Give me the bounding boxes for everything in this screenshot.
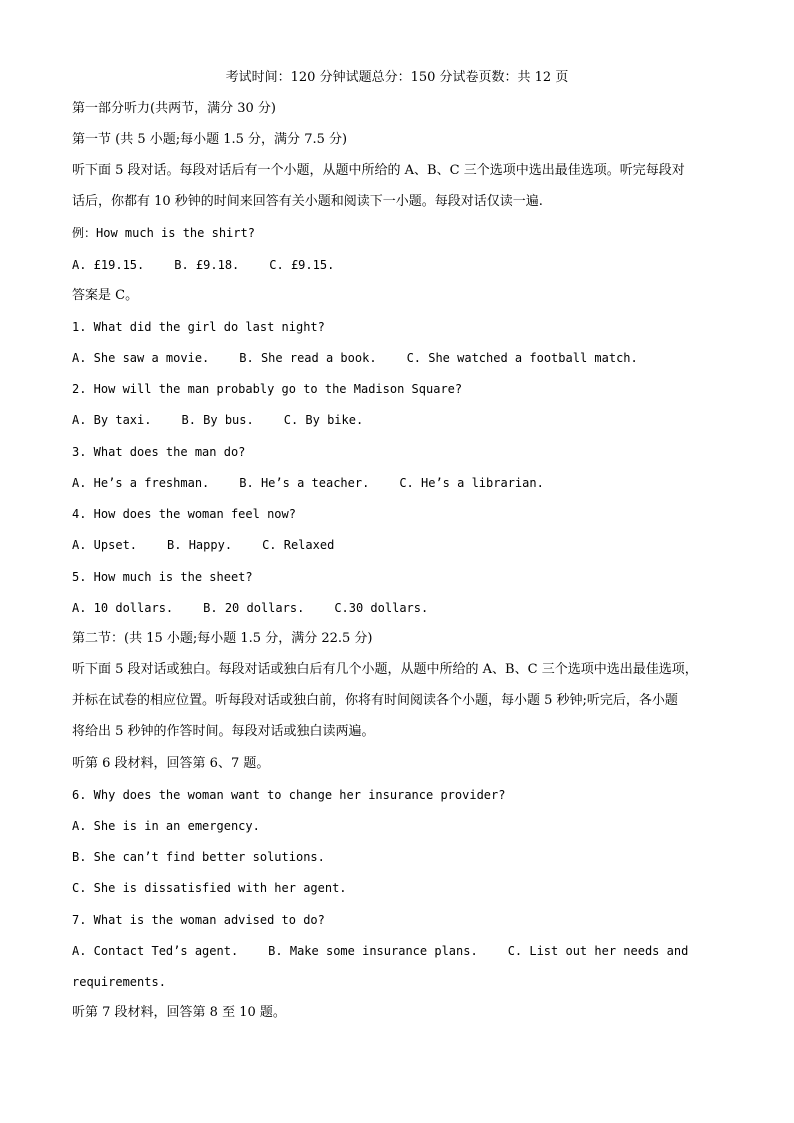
question-5-option-c: C.30 dollars. — [334, 601, 429, 615]
example-options — [72, 255, 334, 275]
question-2-option-a: A. By taxi. — [72, 413, 152, 427]
exam-info-header: 考试时间：120 分钟试题总分：150 分试卷页数：共 12 页 — [225, 70, 569, 85]
question-1-option-a: A. She saw a movie. — [72, 351, 210, 365]
question-1: 1. What did the girl do last night? — [72, 320, 325, 334]
question-2-option-c: C. By bike. — [283, 413, 364, 427]
example-option-b: B. £9.18. — [174, 258, 240, 272]
example-option-a: A. £19.15. — [72, 258, 145, 272]
question-4-options — [72, 535, 334, 555]
section2-instructions-line1: 听下面 5 段对话或独白。每段对话或独白后有几个小题，从题中所给的 A、B、C 三个选项中选出最佳选项， — [72, 662, 698, 677]
question-3: 3. What does the man do? — [72, 445, 246, 459]
question-1-option-b: B. She read a book. — [239, 351, 377, 365]
question-2-options — [72, 410, 363, 430]
example-option-c: C. £9.15. — [269, 258, 335, 272]
question-5-option-b: B. 20 dollars. — [203, 601, 305, 615]
question-2: 2. How will the man probably go to the Madison Square? — [72, 382, 463, 396]
question-5-options — [72, 598, 428, 618]
section2-instructions-line3: 将给出 5 秒钟的作答时间。每段对话或独白读两遍。 — [72, 724, 375, 739]
question-5-option-a: A. 10 dollars. — [72, 601, 174, 615]
section1-instructions-line1: 听下面 5 段对话。每段对话后有一个小题，从题中所给的 A、B、C 三个选项中选出最佳选项。听完每段对 — [72, 163, 685, 178]
question-1-option-c: C. She watched a football match. — [406, 351, 638, 365]
section1-title: 第一节 (共 5 小题;每小题 1.5 分，满分 7.5 分) — [72, 132, 348, 147]
section2-title: 第二节：(共 15 小题;每小题 1.5 分，满分 22.5 分) — [72, 631, 373, 646]
question-6: 6. Why does the woman want to change her insurance provider? — [72, 788, 506, 802]
question-7-option-b: B. Make some insurance plans. — [268, 944, 478, 958]
section2-instructions-line2: 并标在试卷的相应位置。听每段对话或独白前，你将有时间阅读各个小题，每小题 5 秒钟;听完后，各小题 — [72, 693, 678, 708]
question-6-option-c: C. She is dissatisfied with her agent. — [72, 881, 347, 895]
question-3-options — [72, 473, 544, 493]
example-question: 例：How much is the shirt? — [72, 226, 255, 240]
question-3-option-c: C. He’s a librarian. — [399, 476, 544, 490]
question-6-option-b: B. She can’t find better solutions. — [72, 850, 325, 864]
question-6-option-a: A. She is in an emergency. — [72, 819, 260, 833]
question-4: 4. How does the woman feel now? — [72, 507, 296, 521]
question-7: 7. What is the woman advised to do? — [72, 913, 325, 927]
question-5: 5. How much is the sheet? — [72, 570, 253, 584]
question-3-option-b: B. He’s a teacher. — [239, 476, 370, 490]
question-3-option-a: A. He’s a freshman. — [72, 476, 210, 490]
question-7-option-c: C. List out her needs and — [507, 944, 689, 958]
question-4-option-c: C. Relaxed — [262, 538, 335, 552]
question-4-option-b: B. Happy. — [167, 538, 233, 552]
material-6-heading: 听第 6 段材料，回答第 6、7 题。 — [72, 756, 270, 771]
material-7-heading: 听第 7 段材料，回答第 8 至 10 题。 — [72, 1005, 286, 1020]
section1-instructions-line2: 话后，你都有 10 秒钟的时间来回答有关小题和阅读下一小题。每段对话仅读一遍. — [72, 194, 543, 209]
question-4-option-a: A. Upset. — [72, 538, 138, 552]
question-7-option-c-continued: requirements. — [72, 975, 166, 989]
question-7-option-a: A. Contact Ted’s agent. — [72, 944, 239, 958]
question-7-options — [72, 941, 688, 961]
question-1-options — [72, 348, 638, 368]
part1-title: 第一部分听力(共两节，满分 30 分) — [72, 101, 276, 116]
question-2-option-b: B. By bus. — [181, 413, 254, 427]
example-answer: 答案是 C。 — [72, 288, 139, 303]
